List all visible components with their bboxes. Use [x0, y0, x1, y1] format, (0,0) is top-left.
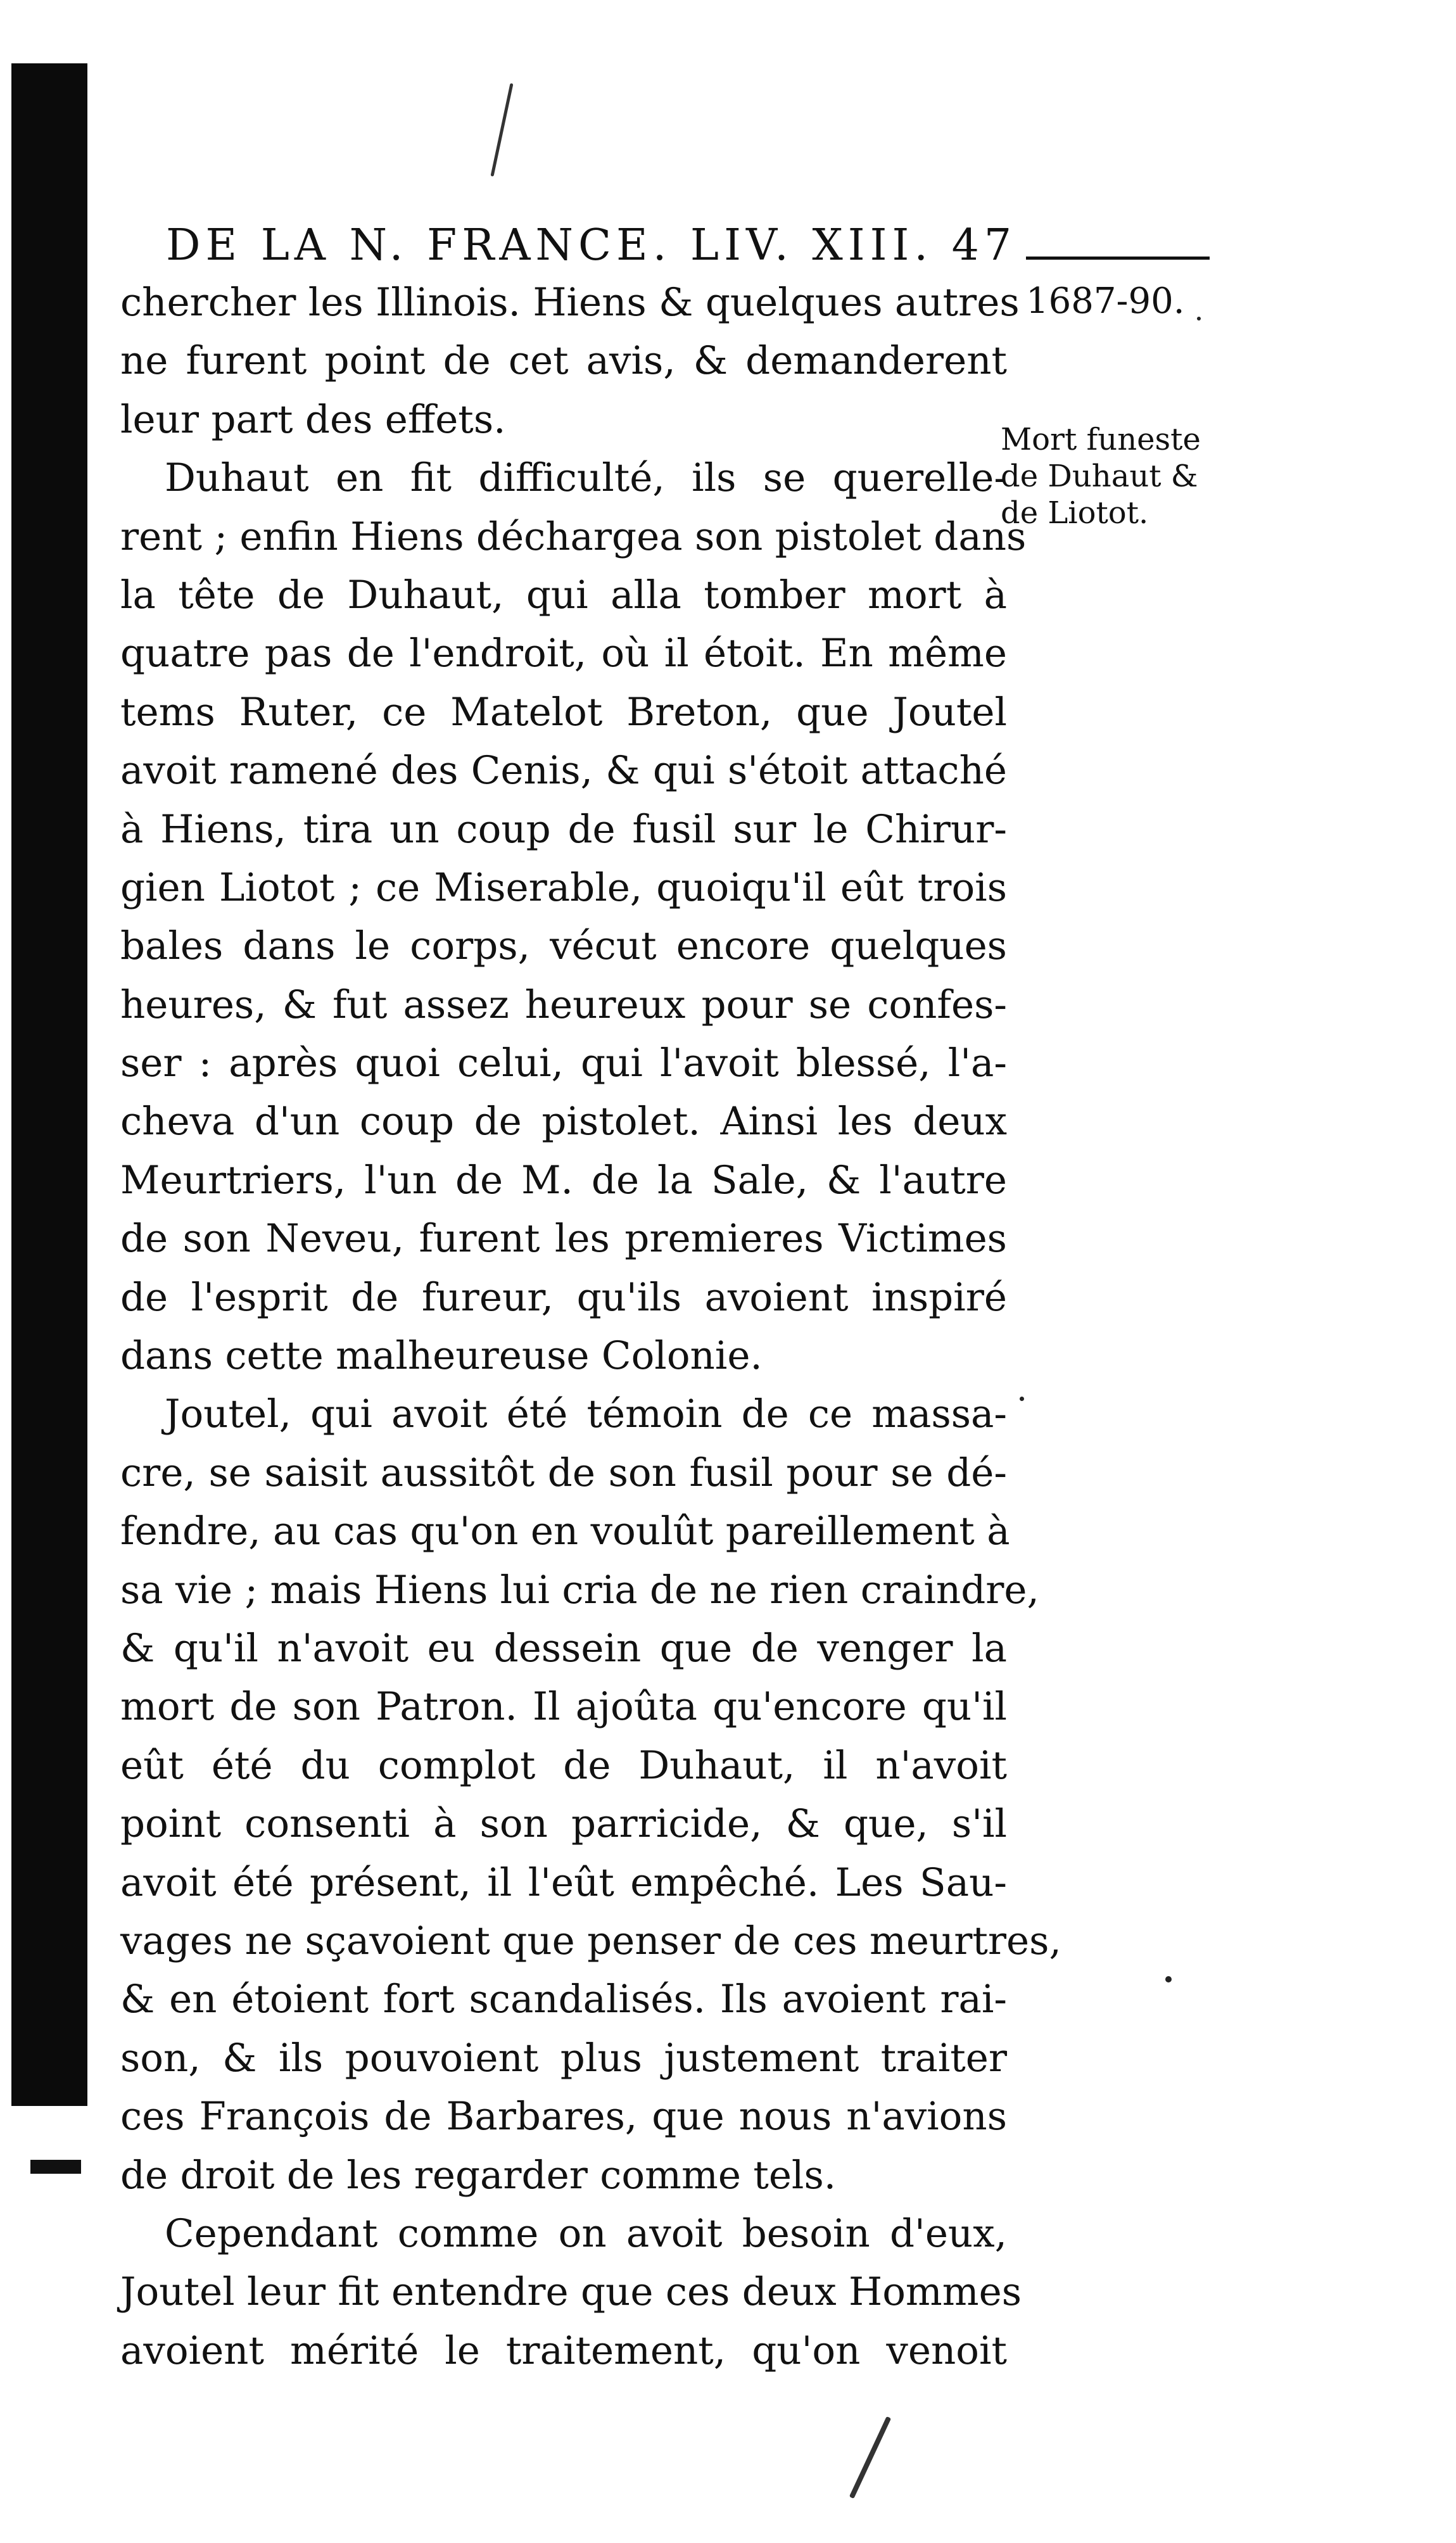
margin-note-line: Mort funeste [1001, 422, 1201, 457]
text-line: avoient mérité le traitement, qu'on venoit [120, 2328, 1007, 2373]
binding-mark [30, 2160, 81, 2174]
text-line: cre, se saisit aussitôt de son fusil pour se dé- [120, 1450, 1007, 1495]
header-rule [1026, 257, 1210, 260]
text-line: & qu'il n'avoit eu dessein que de venger la [120, 1625, 1007, 1671]
text-line: & en étoient fort scandalisés. Ils avoient rai- [120, 1977, 1007, 2022]
text-line: Joutel leur fit entendre que ces deux Hommes [120, 2269, 1022, 2315]
text-line: cheva d'un coup de pistolet. Ainsi les deux [120, 1099, 1007, 1145]
text-line: fendre, au cas qu'on en voulût pareillement à [120, 1509, 1010, 1554]
text-line: la tête de Duhaut, qui alla tomber mort à [120, 572, 1007, 618]
text-line: Cependant comme on avoit besoin d'eux, [165, 2210, 1007, 2256]
text-line: leur part des effets. [120, 396, 506, 442]
text-line: son, & ils pouvoient plus justement traiter [120, 2035, 1007, 2081]
text-line: point consenti à son parricide, & que, s'il [120, 1801, 1007, 1847]
body-text [120, 274, 1061, 2380]
scan-speck [1165, 1976, 1172, 1982]
margin-note-line: de Liotot. [1001, 495, 1149, 531]
scan-speck [1197, 317, 1201, 320]
text-line: sa vie ; mais Hiens lui cria de ne rien craindre, [120, 1567, 1039, 1613]
text-line: ne furent point de cet avis, & demanderent [120, 338, 1007, 384]
text-line: de l'esprit de fureur, qu'ils avoient inspiré [120, 1274, 1007, 1320]
text-line: Meurtriers, l'un de M. de la Sale, & l'autre [120, 1157, 1007, 1203]
text-line: Duhaut en fit difficulté, ils se querelle- [165, 455, 1007, 501]
text-line: quatre pas de l'endroit, où il étoit. En même [120, 631, 1007, 676]
text-line: avoit été présent, il l'eût empêché. Les Sau- [120, 1860, 1007, 1905]
text-line: Joutel, qui avoit été témoin de ce massa- [165, 1392, 1007, 1437]
text-line: de son Neveu, furent les premieres Victimes [120, 1216, 1007, 1262]
text-line: ces François de Barbares, que nous n'avions [120, 2094, 1007, 2140]
page-binding-shadow [11, 63, 87, 2106]
text-line: gien Liotot ; ce Miserable, quoiqu'il eût trois [120, 865, 1007, 910]
scan-speck [1020, 1397, 1024, 1401]
text-line: ser : après quoi celui, qui l'avoit blessé, l'a- [120, 1041, 1007, 1086]
text-line: de droit de les regarder comme tels. [120, 2152, 837, 2198]
text-line: bales dans le corps, vécut encore quelques [120, 923, 1007, 969]
scan-stroke [490, 83, 513, 177]
text-line: tems Ruter, ce Matelot Breton, que Joutel [120, 689, 1007, 735]
text-line: mort de son Patron. Il ajoûta qu'encore qu'il [120, 1684, 1007, 1730]
margin-note-line: de Duhaut & [1001, 459, 1198, 494]
text-line: rent ; enfin Hiens déchargea son pistolet dans [120, 514, 1027, 559]
text-line: avoit ramené des Cenis, & qui s'étoit attaché [120, 748, 1007, 794]
text-line: chercher les Illinois. Hiens & quelques autres [120, 280, 1020, 325]
text-line: heures, & fut assez heureux pour se confes- [120, 982, 1007, 1027]
margin-date: 1687-90. [1026, 281, 1185, 322]
text-line: vages ne sçavoient que penser de ces meurtres, [120, 1918, 1061, 1963]
running-header: DE LA N. FRANCE. LIV. XIII. 47 [166, 220, 1017, 270]
scan-stroke [849, 2416, 891, 2499]
text-line: eût été du complot de Duhaut, il n'avoit [120, 1742, 1007, 1788]
text-line: dans cette malheureuse Colonie. [120, 1333, 763, 1379]
margin-note [1001, 421, 1229, 531]
text-line: à Hiens, tira un coup de fusil sur le Chirur- [120, 806, 1007, 852]
